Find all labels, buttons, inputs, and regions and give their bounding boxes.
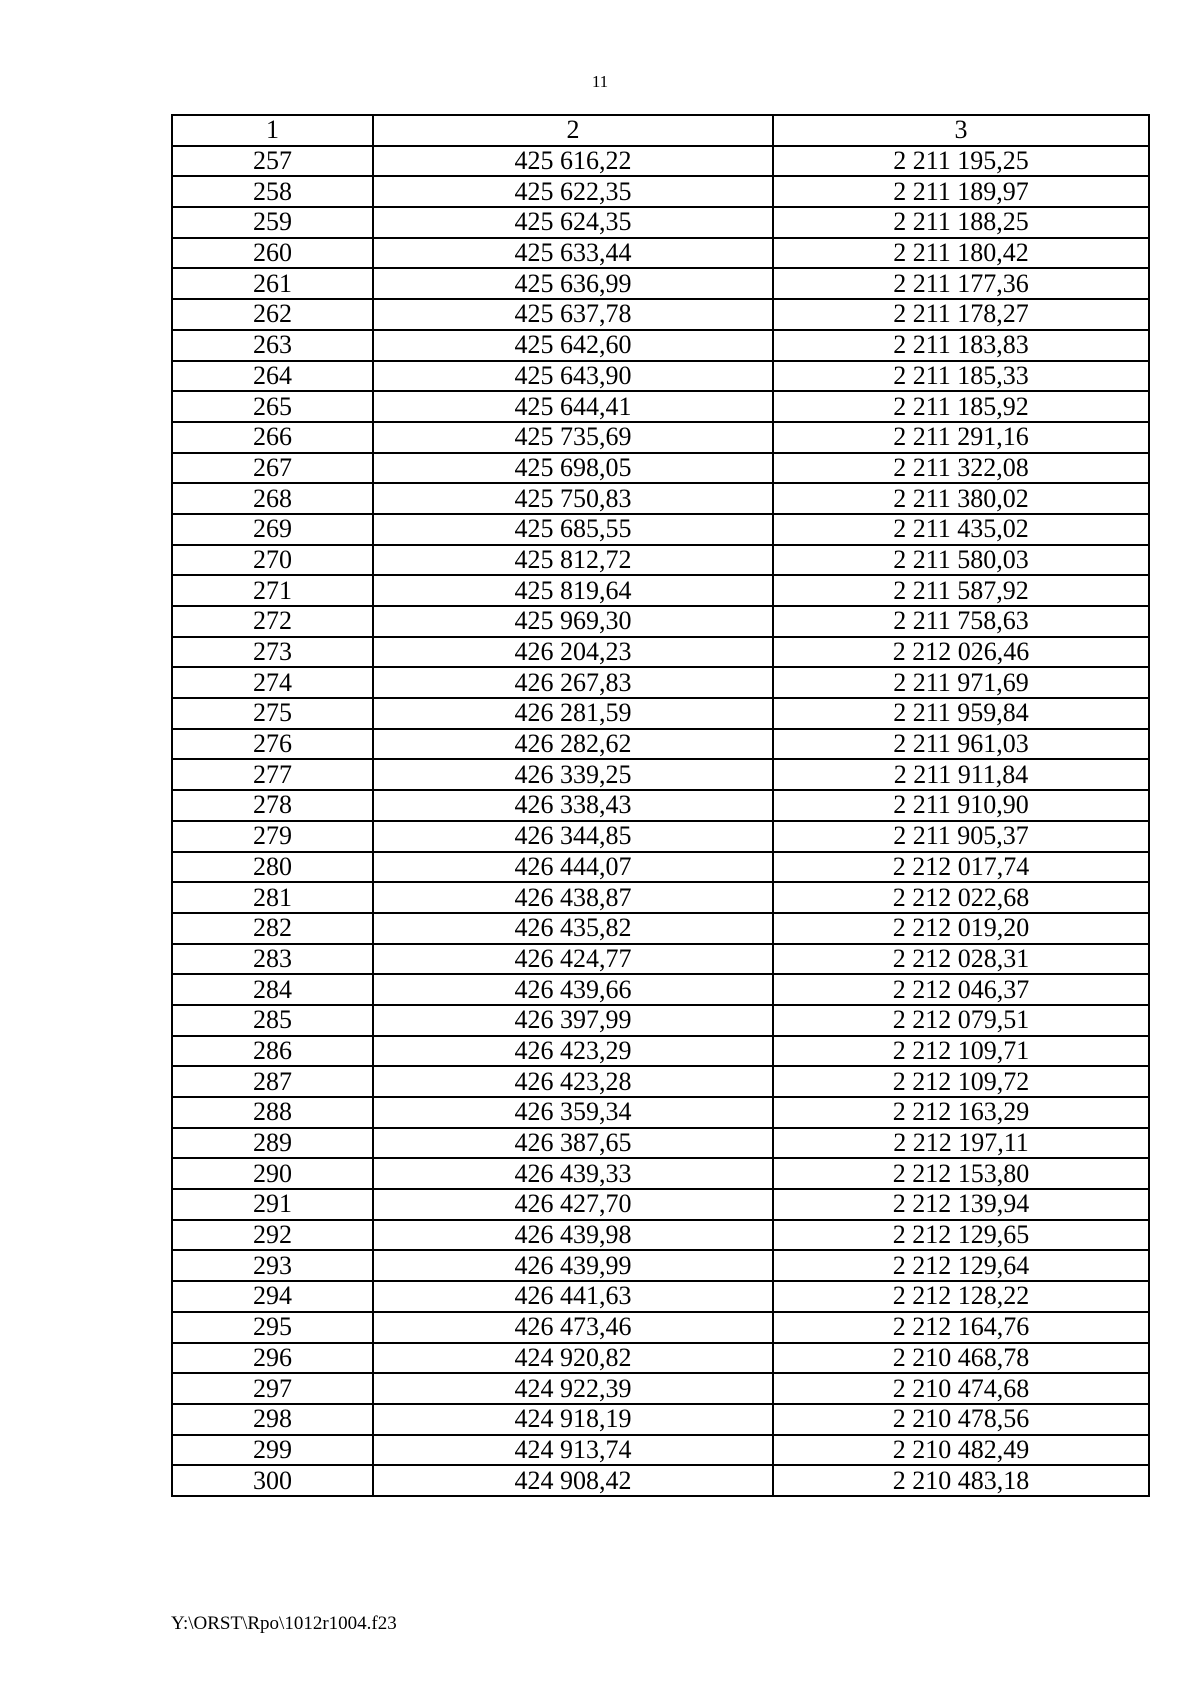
table-row <box>172 361 1149 392</box>
y-coordinate-cell: 2 212 017,74 <box>773 852 1149 883</box>
table-header-row <box>172 115 1149 146</box>
point-number-cell: 279 <box>172 821 373 852</box>
x-coordinate-cell: 424 918,19 <box>373 1404 773 1435</box>
table-row <box>172 575 1149 606</box>
point-number-cell: 292 <box>172 1220 373 1251</box>
table-row <box>172 1373 1149 1404</box>
y-coordinate-cell: 2 212 139,94 <box>773 1189 1149 1220</box>
x-coordinate-cell: 425 735,69 <box>373 422 773 453</box>
x-coordinate-cell: 425 643,90 <box>373 361 773 392</box>
x-coordinate-cell: 424 920,82 <box>373 1343 773 1374</box>
y-coordinate-cell: 2 211 195,25 <box>773 146 1149 177</box>
table-row <box>172 176 1149 207</box>
table-row <box>172 913 1149 944</box>
y-coordinate-cell: 2 211 435,02 <box>773 514 1149 545</box>
point-number-cell: 276 <box>172 729 373 760</box>
y-coordinate-cell: 2 212 079,51 <box>773 1005 1149 1036</box>
point-number-cell: 294 <box>172 1281 373 1312</box>
y-coordinate-cell: 2 211 580,03 <box>773 545 1149 576</box>
point-number-cell: 267 <box>172 453 373 484</box>
x-coordinate-cell: 426 441,63 <box>373 1281 773 1312</box>
table-row <box>172 1343 1149 1374</box>
y-coordinate-cell: 2 211 961,03 <box>773 729 1149 760</box>
x-coordinate-cell: 426 438,87 <box>373 882 773 913</box>
point-number-cell: 285 <box>172 1005 373 1036</box>
table-row <box>172 606 1149 637</box>
table-row <box>172 729 1149 760</box>
point-number-cell: 277 <box>172 759 373 790</box>
column-header-3: 3 <box>773 115 1149 146</box>
x-coordinate-cell: 426 423,28 <box>373 1066 773 1097</box>
table-row <box>172 637 1149 668</box>
x-coordinate-cell: 426 282,62 <box>373 729 773 760</box>
x-coordinate-cell: 425 642,60 <box>373 330 773 361</box>
table-row <box>172 1189 1149 1220</box>
table-row <box>172 852 1149 883</box>
y-coordinate-cell: 2 212 153,80 <box>773 1158 1149 1189</box>
y-coordinate-cell: 2 211 178,27 <box>773 299 1149 330</box>
table-row <box>172 1036 1149 1067</box>
point-number-cell: 262 <box>172 299 373 330</box>
y-coordinate-cell: 2 212 129,64 <box>773 1250 1149 1281</box>
x-coordinate-cell: 426 473,46 <box>373 1312 773 1343</box>
table-row <box>172 974 1149 1005</box>
table-row <box>172 330 1149 361</box>
y-coordinate-cell: 2 211 189,97 <box>773 176 1149 207</box>
table-row <box>172 667 1149 698</box>
y-coordinate-cell: 2 211 905,37 <box>773 821 1149 852</box>
point-number-cell: 270 <box>172 545 373 576</box>
point-number-cell: 269 <box>172 514 373 545</box>
x-coordinate-cell: 425 637,78 <box>373 299 773 330</box>
table-row <box>172 207 1149 238</box>
table-row <box>172 545 1149 576</box>
x-coordinate-cell: 426 439,99 <box>373 1250 773 1281</box>
point-number-cell: 272 <box>172 606 373 637</box>
point-number-cell: 284 <box>172 974 373 1005</box>
y-coordinate-cell: 2 212 028,31 <box>773 944 1149 975</box>
table-row <box>172 790 1149 821</box>
x-coordinate-cell: 426 344,85 <box>373 821 773 852</box>
point-number-cell: 286 <box>172 1036 373 1067</box>
table-row <box>172 238 1149 269</box>
y-coordinate-cell: 2 212 109,71 <box>773 1036 1149 1067</box>
y-coordinate-cell: 2 211 177,36 <box>773 268 1149 299</box>
point-number-cell: 300 <box>172 1465 373 1496</box>
coordinates-table <box>171 114 1150 1497</box>
x-coordinate-cell: 426 267,83 <box>373 667 773 698</box>
point-number-cell: 258 <box>172 176 373 207</box>
table-row <box>172 1097 1149 1128</box>
table-row <box>172 1404 1149 1435</box>
y-coordinate-cell: 2 210 474,68 <box>773 1373 1149 1404</box>
y-coordinate-cell: 2 211 322,08 <box>773 453 1149 484</box>
x-coordinate-cell: 426 439,98 <box>373 1220 773 1251</box>
y-coordinate-cell: 2 212 163,29 <box>773 1097 1149 1128</box>
point-number-cell: 271 <box>172 575 373 606</box>
x-coordinate-cell: 425 812,72 <box>373 545 773 576</box>
table-row <box>172 1250 1149 1281</box>
y-coordinate-cell: 2 210 478,56 <box>773 1404 1149 1435</box>
y-coordinate-cell: 2 212 046,37 <box>773 974 1149 1005</box>
y-coordinate-cell: 2 212 026,46 <box>773 637 1149 668</box>
table-row <box>172 1465 1149 1496</box>
point-number-cell: 259 <box>172 207 373 238</box>
y-coordinate-cell: 2 210 483,18 <box>773 1465 1149 1496</box>
x-coordinate-cell: 425 616,22 <box>373 146 773 177</box>
y-coordinate-cell: 2 212 164,76 <box>773 1312 1149 1343</box>
x-coordinate-cell: 425 969,30 <box>373 606 773 637</box>
point-number-cell: 287 <box>172 1066 373 1097</box>
page-number: 11 <box>591 72 609 91</box>
y-coordinate-cell: 2 211 185,92 <box>773 391 1149 422</box>
table-row <box>172 483 1149 514</box>
table-row <box>172 1435 1149 1466</box>
y-coordinate-cell: 2 211 380,02 <box>773 483 1149 514</box>
y-coordinate-cell: 2 211 959,84 <box>773 698 1149 729</box>
point-number-cell: 261 <box>172 268 373 299</box>
point-number-cell: 299 <box>172 1435 373 1466</box>
table-row <box>172 268 1149 299</box>
table-row <box>172 1220 1149 1251</box>
point-number-cell: 278 <box>172 790 373 821</box>
x-coordinate-cell: 426 338,43 <box>373 790 773 821</box>
x-coordinate-cell: 426 339,25 <box>373 759 773 790</box>
y-coordinate-cell: 2 211 758,63 <box>773 606 1149 637</box>
x-coordinate-cell: 425 750,83 <box>373 483 773 514</box>
y-coordinate-cell: 2 211 971,69 <box>773 667 1149 698</box>
point-number-cell: 265 <box>172 391 373 422</box>
point-number-cell: 266 <box>172 422 373 453</box>
point-number-cell: 282 <box>172 913 373 944</box>
x-coordinate-cell: 424 913,74 <box>373 1435 773 1466</box>
point-number-cell: 296 <box>172 1343 373 1374</box>
x-coordinate-cell: 426 435,82 <box>373 913 773 944</box>
table-row <box>172 1128 1149 1159</box>
point-number-cell: 281 <box>172 882 373 913</box>
x-coordinate-cell: 425 636,99 <box>373 268 773 299</box>
point-number-cell: 291 <box>172 1189 373 1220</box>
table-body <box>172 146 1149 1496</box>
point-number-cell: 263 <box>172 330 373 361</box>
x-coordinate-cell: 426 387,65 <box>373 1128 773 1159</box>
table-row <box>172 1066 1149 1097</box>
point-number-cell: 264 <box>172 361 373 392</box>
table-row <box>172 698 1149 729</box>
x-coordinate-cell: 426 397,99 <box>373 1005 773 1036</box>
table-row <box>172 146 1149 177</box>
table-row <box>172 299 1149 330</box>
table-row <box>172 1005 1149 1036</box>
y-coordinate-cell: 2 212 019,20 <box>773 913 1149 944</box>
y-coordinate-cell: 2 212 128,22 <box>773 1281 1149 1312</box>
y-coordinate-cell: 2 211 911,84 <box>773 759 1149 790</box>
x-coordinate-cell: 426 424,77 <box>373 944 773 975</box>
table-row <box>172 1281 1149 1312</box>
table-row <box>172 759 1149 790</box>
point-number-cell: 290 <box>172 1158 373 1189</box>
x-coordinate-cell: 426 427,70 <box>373 1189 773 1220</box>
x-coordinate-cell: 425 685,55 <box>373 514 773 545</box>
y-coordinate-cell: 2 210 468,78 <box>773 1343 1149 1374</box>
point-number-cell: 283 <box>172 944 373 975</box>
table-row <box>172 453 1149 484</box>
x-coordinate-cell: 425 633,44 <box>373 238 773 269</box>
y-coordinate-cell: 2 211 587,92 <box>773 575 1149 606</box>
point-number-cell: 297 <box>172 1373 373 1404</box>
point-number-cell: 295 <box>172 1312 373 1343</box>
footer-file-path: Y:\ORST\Rpo\1012r1004.f23 <box>171 1613 397 1634</box>
point-number-cell: 257 <box>172 146 373 177</box>
table-row <box>172 821 1149 852</box>
y-coordinate-cell: 2 212 197,11 <box>773 1128 1149 1159</box>
table-row <box>172 944 1149 975</box>
table-row <box>172 422 1149 453</box>
point-number-cell: 273 <box>172 637 373 668</box>
x-coordinate-cell: 426 423,29 <box>373 1036 773 1067</box>
x-coordinate-cell: 424 908,42 <box>373 1465 773 1496</box>
x-coordinate-cell: 425 624,35 <box>373 207 773 238</box>
point-number-cell: 289 <box>172 1128 373 1159</box>
y-coordinate-cell: 2 211 185,33 <box>773 361 1149 392</box>
y-coordinate-cell: 2 212 129,65 <box>773 1220 1149 1251</box>
y-coordinate-cell: 2 211 910,90 <box>773 790 1149 821</box>
point-number-cell: 280 <box>172 852 373 883</box>
y-coordinate-cell: 2 211 188,25 <box>773 207 1149 238</box>
x-coordinate-cell: 425 819,64 <box>373 575 773 606</box>
table-row <box>172 1312 1149 1343</box>
y-coordinate-cell: 2 211 183,83 <box>773 330 1149 361</box>
y-coordinate-cell: 2 211 291,16 <box>773 422 1149 453</box>
x-coordinate-cell: 425 622,35 <box>373 176 773 207</box>
point-number-cell: 274 <box>172 667 373 698</box>
point-number-cell: 260 <box>172 238 373 269</box>
y-coordinate-cell: 2 212 022,68 <box>773 882 1149 913</box>
column-header-2: 2 <box>373 115 773 146</box>
x-coordinate-cell: 426 439,66 <box>373 974 773 1005</box>
table-row <box>172 514 1149 545</box>
x-coordinate-cell: 425 644,41 <box>373 391 773 422</box>
point-number-cell: 288 <box>172 1097 373 1128</box>
point-number-cell: 293 <box>172 1250 373 1281</box>
column-header-1: 1 <box>172 115 373 146</box>
x-coordinate-cell: 424 922,39 <box>373 1373 773 1404</box>
point-number-cell: 298 <box>172 1404 373 1435</box>
x-coordinate-cell: 426 439,33 <box>373 1158 773 1189</box>
point-number-cell: 275 <box>172 698 373 729</box>
x-coordinate-cell: 426 204,23 <box>373 637 773 668</box>
x-coordinate-cell: 426 444,07 <box>373 852 773 883</box>
y-coordinate-cell: 2 211 180,42 <box>773 238 1149 269</box>
table-row <box>172 391 1149 422</box>
point-number-cell: 268 <box>172 483 373 514</box>
table-row <box>172 882 1149 913</box>
y-coordinate-cell: 2 210 482,49 <box>773 1435 1149 1466</box>
x-coordinate-cell: 425 698,05 <box>373 453 773 484</box>
x-coordinate-cell: 426 281,59 <box>373 698 773 729</box>
x-coordinate-cell: 426 359,34 <box>373 1097 773 1128</box>
table-row <box>172 1158 1149 1189</box>
y-coordinate-cell: 2 212 109,72 <box>773 1066 1149 1097</box>
